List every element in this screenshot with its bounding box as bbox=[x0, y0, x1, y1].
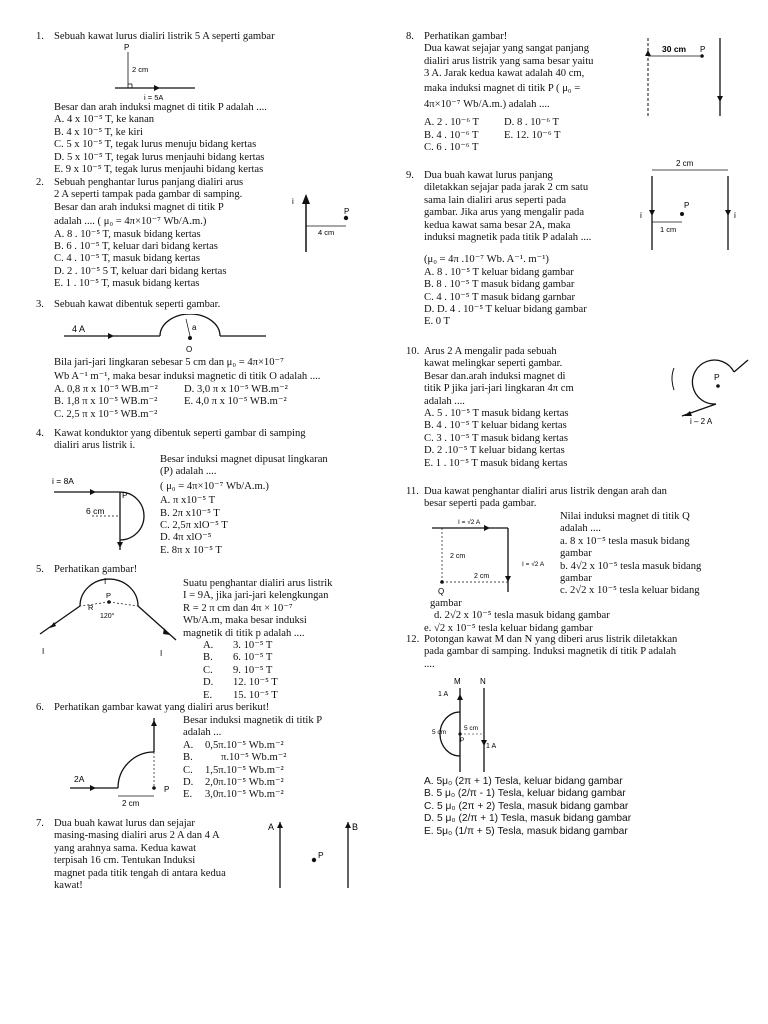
distance-label: 4 cm bbox=[318, 228, 335, 237]
option[interactable]: E. 8π x 10⁻⁵ T bbox=[160, 544, 222, 556]
question-12-options bbox=[424, 776, 744, 838]
question-number: 2. bbox=[36, 177, 44, 188]
option[interactable]: E. 3,0π.10⁻⁵ Wb.m⁻² bbox=[183, 789, 284, 801]
option[interactable]: c. 2√2 x 10⁻⁵ tesla keluar bidang bbox=[560, 585, 700, 597]
point-p-label: P bbox=[344, 207, 350, 216]
figure-q5-arc bbox=[36, 574, 184, 658]
point-q-label: Q bbox=[438, 587, 445, 596]
question-number: 4. bbox=[36, 428, 44, 439]
option[interactable]: b. 4√2 x 10⁻⁵ tesla masuk bidang bbox=[560, 560, 702, 572]
option[interactable]: E. 15. 10⁻⁵ T bbox=[203, 689, 278, 701]
distance-label: 30 cm bbox=[662, 44, 687, 54]
option[interactable]: B. 8 . 10⁻⁵ T masuk bidang gambar bbox=[424, 279, 575, 291]
question-stem: Perhatikan gambar kawat yang dialiri arus berikut! bbox=[54, 702, 270, 713]
option-continued: gambar bbox=[560, 548, 592, 560]
question-line: titik P jika jari-jari lingkaran 4π cm bbox=[424, 383, 574, 395]
distance-label-vertical: 2 cm bbox=[450, 553, 466, 560]
option[interactable]: B. 5 μ₀ (2/π - 1) Tesla, keluar bidang gambar bbox=[424, 788, 626, 800]
option[interactable]: E. 4,0 π x 10⁻⁵ WB.m⁻² bbox=[184, 396, 287, 408]
option[interactable]: D. D. 4 . 10⁻⁵ T keluar bidang gambar bbox=[424, 304, 587, 316]
option[interactable]: E. 1 . 10⁻⁵ T, masuk bidang kertas bbox=[54, 278, 200, 290]
current-label-top: I bbox=[104, 577, 107, 586]
question-line: adalah ... bbox=[183, 727, 222, 739]
point-p-label: P bbox=[684, 201, 690, 210]
option[interactable]: C. 4 . 10⁻⁵ T masuk bidang garnbar bbox=[424, 291, 576, 303]
figure-q3-wire bbox=[60, 314, 270, 354]
current-label-horizontal: I = √2 A bbox=[458, 519, 481, 526]
option[interactable]: B. 4 . 10⁻⁶ T bbox=[424, 129, 479, 141]
question-line: 3 A. Jarak kedua kawat adalah 40 cm, bbox=[424, 68, 585, 80]
option[interactable]: D. 2 . 10⁻⁵ 5 T, keluar dari bidang kertas bbox=[54, 265, 227, 277]
question-line: pada gambar di samping. Induksi magnetik di titik P adalah bbox=[424, 646, 677, 658]
constant: (μ₀ = 4π .10⁻⁷ Wb. A⁻¹. m⁻¹) bbox=[424, 254, 549, 266]
option[interactable]: A. 8 . 10⁻⁵ T keluar bidang gambar bbox=[424, 266, 574, 278]
question-line: (P) adalah .... bbox=[160, 466, 217, 478]
current-label: i = 5A bbox=[144, 93, 164, 102]
option[interactable]: E. 0 T bbox=[424, 316, 450, 328]
option-continued: gambar bbox=[560, 573, 592, 585]
point-p-label: P bbox=[122, 490, 128, 500]
question-line: kawat! bbox=[54, 880, 83, 892]
question-line: kawat melingkar seperti gambar. bbox=[424, 358, 563, 370]
distance-label-horizontal: 2 cm bbox=[474, 573, 490, 580]
question-text: Besar dan arah induksi magnet di titik P adalah .... bbox=[54, 102, 267, 113]
current-label-vertical: I = √2 A bbox=[522, 561, 545, 568]
question-number: 6. bbox=[36, 702, 44, 713]
question-line: .... bbox=[424, 658, 435, 670]
question-line: maka induksi magnet di titik P ( μ₀ = bbox=[424, 82, 581, 94]
option[interactable]: D. 4π xlO⁻⁵ bbox=[160, 532, 212, 544]
current-label-right: I bbox=[160, 649, 163, 658]
option[interactable]: D. 8 . 10⁻⁶ T bbox=[504, 117, 559, 129]
question-line: terpisah 16 cm. Tentukan Induksi bbox=[54, 855, 196, 867]
option[interactable]: C. 9. 10⁻⁵ T bbox=[203, 664, 273, 676]
point-p-label: P bbox=[106, 591, 112, 600]
question-number: 1. bbox=[36, 31, 44, 42]
option[interactable]: C. 2,5π xlO⁻⁵ T bbox=[160, 520, 228, 532]
question-line: Dua kawat penghantar dialiri arus listrik dengan arah dan bbox=[424, 486, 667, 497]
figure-q2-wire bbox=[290, 188, 370, 256]
option[interactable]: B. 4 x 10⁻⁵ T, ke kiri bbox=[54, 126, 143, 138]
radius-label: 5 cm bbox=[432, 729, 447, 736]
question-line: R = 2 π cm dan 4π × 10⁻⁷ bbox=[183, 602, 293, 614]
question-line: Sebuah penghantar lurus panjang dialiri arus bbox=[54, 177, 244, 188]
current-label-left: i bbox=[640, 210, 642, 220]
question-6-body bbox=[183, 715, 383, 802]
question-line: Wb A⁻¹ m⁻¹, maka besar induksi magnetic di titik O adalah .... bbox=[54, 371, 321, 383]
question-11-tail bbox=[424, 598, 730, 635]
distance-label: 5 cm bbox=[464, 725, 479, 732]
question-stem: Perhatikan gambar! bbox=[54, 564, 138, 575]
option[interactable]: A. 8 . 10⁻⁵ T, masuk bidang kertas bbox=[54, 228, 201, 240]
point-p-label: P bbox=[460, 737, 465, 744]
figure-q6-wire bbox=[66, 712, 184, 808]
option[interactable]: e. √2 x 10⁻⁵ tesla keluar bidang gambar bbox=[424, 622, 593, 634]
question-stem: Sebuah kawat dibentuk seperti gambar. bbox=[54, 299, 221, 310]
option[interactable]: C. 6 . 10⁻⁶ T bbox=[424, 142, 479, 154]
figure-q10-loop bbox=[660, 356, 752, 426]
option[interactable]: D. 12. 10⁻⁵ T bbox=[203, 677, 278, 689]
question-line: I = 9A, jika jari-jari kelengkungan bbox=[183, 590, 329, 602]
option[interactable]: C. 4 . 10⁻⁵ T, masuk bidang kertas bbox=[54, 253, 201, 265]
question-1-body bbox=[54, 102, 374, 176]
radius-label: 6 cm bbox=[86, 506, 105, 516]
question-line: Wb/A.m, maka besar induksi bbox=[183, 615, 307, 627]
figure-q11-wires bbox=[424, 510, 564, 598]
radius-label: a bbox=[192, 323, 197, 332]
option[interactable]: B. 4 . 10⁻⁵ T keluar bidang kertas bbox=[424, 420, 567, 432]
question-line: Besar induksi magnetik di titik P bbox=[183, 715, 323, 726]
question-line: Dua buah kawat lurus panjang bbox=[424, 170, 553, 181]
question-number: 12. bbox=[406, 634, 420, 645]
question-line: adalah .... ( μ₀ = 4π×10⁻⁷ Wb/A.m.) bbox=[54, 216, 207, 228]
question-number: 3. bbox=[36, 299, 44, 310]
question-line: Arus 2 A mengalir pada sebuah bbox=[424, 346, 557, 357]
option[interactable]: D. 5 x 10⁻⁵ T, tegak lurus menjauhi bidang kertas bbox=[54, 151, 265, 163]
distance-label: 2 cm bbox=[132, 65, 149, 74]
option[interactable]: A. 2 . 10⁻⁶ T bbox=[424, 117, 479, 129]
option[interactable]: B. 1,8 π x 10⁻⁵ WB.m⁻² bbox=[54, 396, 158, 408]
distance-label: 2 cm bbox=[676, 159, 694, 168]
option[interactable]: D. 5 μ₀ (2/π + 1) Tesla, masuk bidang gambar bbox=[424, 813, 632, 825]
point-p-label: P bbox=[318, 850, 324, 860]
question-number: 9. bbox=[406, 170, 414, 181]
figure-q1-wire bbox=[110, 42, 200, 102]
question-3-body bbox=[54, 355, 384, 422]
option[interactable]: A. 5 . 10⁻⁵ T masuk bidang kertas bbox=[424, 408, 569, 420]
figure-q12-wires bbox=[424, 676, 514, 774]
option[interactable]: D. 3,0 π x 10⁻⁵ WB.m⁻² bbox=[184, 383, 288, 395]
question-stem: Sebuah kawat lurus dialiri listrik 5 A seperti gambar bbox=[54, 31, 275, 42]
question-line: 2 A seperti tampak pada gambar di samping. bbox=[54, 189, 243, 201]
option[interactable]: C. 2,5 π x 10⁻⁵ WB.m⁻² bbox=[54, 408, 158, 420]
question-line: yang arahnya sama. Kedua kawat bbox=[54, 842, 197, 854]
question-line: induksi magnetik pada titik P adalah .... bbox=[424, 232, 592, 244]
question-line: magnet pada titik tengah di antara kedua bbox=[54, 867, 226, 879]
question-line: Bila jari-jari lingkaran sebesar 5 cm dan μ₀ = 4π×10⁻⁷ bbox=[54, 357, 284, 368]
distance-label-small: 1 cm bbox=[660, 225, 677, 234]
question-line: adalah .... bbox=[424, 395, 465, 407]
option[interactable]: A. π x10⁻⁵ T bbox=[160, 495, 216, 507]
question-11-body bbox=[560, 511, 740, 598]
point-p-label: P bbox=[164, 785, 170, 794]
option[interactable]: C. 3 . 10⁻⁵ T masuk bidang kertas bbox=[424, 432, 568, 444]
question-5-body bbox=[183, 578, 383, 702]
question-line: Potongan kawat M dan N yang diberi arus listrik diletakkan bbox=[424, 634, 678, 645]
current-label: i = 8A bbox=[52, 476, 74, 486]
question-line: Dua kawat sejajar yang sangat panjang bbox=[424, 43, 590, 55]
question-line: Kawat konduktor yang dibentuk seperti gambar di samping bbox=[54, 428, 306, 439]
current-label: 4 A bbox=[72, 324, 86, 334]
current-label-right: i bbox=[734, 210, 736, 220]
question-line: Perhatikan gambar! bbox=[424, 31, 508, 42]
angle-label: 120° bbox=[100, 613, 115, 620]
wire-m-label: M bbox=[454, 677, 461, 686]
wire-b-label: B bbox=[352, 822, 359, 832]
figure-q8-wires bbox=[640, 34, 736, 120]
point-p-label: P bbox=[124, 43, 130, 52]
radius-label: R bbox=[88, 603, 94, 612]
current-label-left: I bbox=[42, 647, 45, 656]
option[interactable]: B. 6 . 10⁻⁵ T, keluar dari bidang kertas bbox=[54, 241, 218, 253]
question-number: 7. bbox=[36, 818, 44, 829]
wire-a-label: A bbox=[268, 822, 275, 832]
question-4-body bbox=[160, 454, 380, 557]
option[interactable]: B. π.10⁻⁵ Wb.m⁻² bbox=[183, 752, 287, 764]
option[interactable]: C. 1,5π.10⁻⁵ Wb.m⁻² bbox=[183, 764, 284, 776]
current-label: i – 2 A bbox=[690, 417, 713, 426]
question-line: Suatu penghantar dialiri arus listrik bbox=[183, 578, 333, 589]
question-line: besar seperti pada gambar. bbox=[424, 498, 537, 510]
question-line: dialiri arus listrik yang sama besar yaitu bbox=[424, 55, 594, 67]
distance-label: 2 cm bbox=[122, 799, 140, 808]
option[interactable]: E. 5μ₀ (1/π + 5) Tesla, masuk bidang gambar bbox=[424, 825, 628, 837]
current-label: 2A bbox=[74, 774, 85, 784]
question-line: Besar dan.arah induksi magnet di bbox=[424, 370, 566, 382]
option[interactable]: a. 8 x 10⁻⁵ tesla masuk bidang bbox=[560, 535, 690, 547]
current-label-m: 1 A bbox=[438, 691, 449, 698]
point-p-label: P bbox=[714, 372, 720, 382]
question-number: 5. bbox=[36, 564, 44, 575]
question-line: masing-masing dialiri arus 2 A dan 4 A bbox=[54, 830, 220, 842]
option[interactable]: C. 5 x 10⁻⁵ T, tegak lurus menuju bidang kertas bbox=[54, 139, 257, 151]
option[interactable]: A. 5μ₀ (2π + 1) Tesla, keluar bidang gambar bbox=[424, 776, 623, 787]
point-o-label: O bbox=[186, 345, 193, 354]
question-line: gambar. Jika arus yang mengalir pada bbox=[424, 207, 585, 219]
option[interactable]: C. 5 μ₀ (2π + 2) Tesla, masuk bidang gambar bbox=[424, 800, 629, 812]
current-label-n: 1 A bbox=[486, 743, 497, 750]
wire-n-label: N bbox=[480, 677, 486, 686]
current-label: i bbox=[292, 197, 294, 206]
option[interactable]: A. 4 x 10⁻⁵ T, ke kanan bbox=[54, 114, 155, 126]
figure-q9-wires bbox=[640, 156, 744, 252]
option[interactable]: A. 0,5π.10⁻⁵ Wb.m⁻² bbox=[183, 739, 284, 751]
option[interactable]: D. 2 .10⁻⁵ T keluar bidang kertas bbox=[424, 445, 565, 457]
question-line: diletakkan sejajar pada jarak 2 cm satu bbox=[424, 182, 589, 194]
question-number: 8. bbox=[406, 31, 414, 42]
question-line: Besar dan arah induksi magnet di titik P bbox=[54, 201, 224, 213]
option[interactable]: A. 0,8 π x 10⁻⁵ WB.m⁻² bbox=[54, 383, 158, 395]
option[interactable]: D. 2,0π.10⁻⁵ Wb.m⁻² bbox=[183, 777, 284, 789]
question-line: dialiri arus listrik i. bbox=[54, 440, 136, 452]
question-line: adalah .... bbox=[560, 523, 601, 535]
option[interactable]: B. 6. 10⁻⁵ T bbox=[203, 652, 273, 664]
question-line: Nilai induksi magnet di titik Q bbox=[560, 511, 690, 522]
option[interactable]: B. 2π x10⁻⁵ T bbox=[160, 507, 220, 519]
option-continued: gambar bbox=[430, 598, 462, 609]
figure-q4-loop bbox=[50, 472, 160, 552]
question-line: Dua buah kawat lurus dan sejajar bbox=[54, 818, 195, 829]
question-number: 11. bbox=[406, 486, 419, 497]
point-p-label: P bbox=[700, 45, 706, 54]
question-line: ( μ₀ = 4π×10⁻⁷ Wb/A.m.) bbox=[160, 480, 269, 492]
question-number: 10. bbox=[406, 346, 420, 357]
option[interactable]: d. 2√2 x 10⁻⁵ tesla masuk bidang gambar bbox=[434, 610, 610, 622]
question-line: sama lain dialiri arus seperti pada bbox=[424, 194, 567, 206]
figure-q7-wires bbox=[264, 812, 368, 892]
question-line: kedua kawat sama besar 2A, maka bbox=[424, 219, 571, 231]
option[interactable]: E. 1 . 10⁻⁵ T masuk bidang kertas bbox=[424, 457, 568, 469]
question-line: magnetik di titik p adalah .... bbox=[183, 627, 305, 639]
option[interactable]: E. 12. 10⁻⁶ T bbox=[504, 129, 561, 141]
question-line: 4π×10⁻⁷ Wb/A.m.) adalah .... bbox=[424, 99, 550, 111]
question-line: Besar induksi magnet dipusat lingkaran bbox=[160, 454, 328, 465]
option[interactable]: E. 9 x 10⁻⁵ T, tegak lurus menjauhi bidang kertas bbox=[54, 164, 264, 176]
option[interactable]: A. 3. 10⁻⁵ T bbox=[203, 640, 273, 652]
